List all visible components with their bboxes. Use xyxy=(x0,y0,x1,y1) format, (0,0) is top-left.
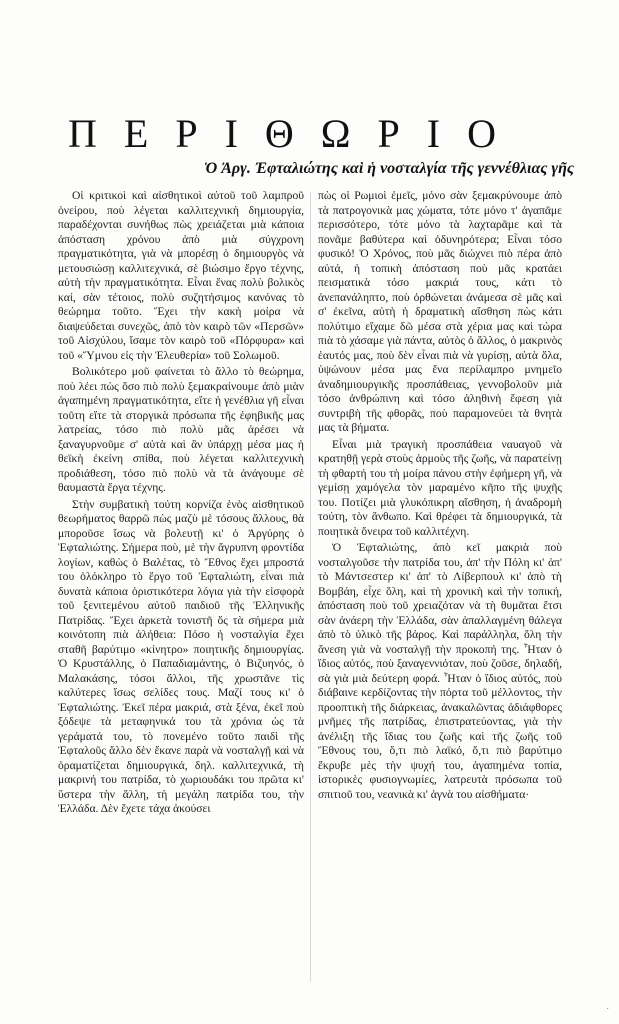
paragraph: Στὴν συμβατικὴ τούτη κορνίζα ἑνὸς αἰσθητικοῦ θεωρήματος θαρρῶ πὼς μαζὺ μὲ τόσους ἄλλους, θὰ μποροῦσε ἴσως νὰ βολευτῇ κι' ὁ Ἀργύρης ὁ Ἐφταλιώτης. Σήμερα ποὺ, μὲ τὴν ἄγρυπνη φροντίδα λογίων, καθὼς ὁ Βαλέτας, τὸ Ἔθνος ἔχει μπροστά του ὁλόκληρο τὸ ἔργο τοῦ Ἐφταλιώτη, εἶναι πιὰ δυνατὰ κάποια ὁριστικότερα λόγια γιὰ τὴν εἰσφορὰ τοῦ ξενιτεμένου αὐτοῦ παιδιοῦ τῆς Ἑλληνικῆς Πατρίδας. Ἔχει ἀρκετὰ τονιστῆ ὅς τὰ σήμερα μιὰ κοινότοπη πιὰ ἀλήθεια: Πόσο ἡ νοσταλγία ἔχει σταθῆ βαρύτιμο «κίνητρο» ποιητικῆς δημιουργίας. Ὁ Κρυστάλλης, ὁ Παπαδιαμάντης, ὁ Βιζυηνός, ὁ Μαλακάσης, τόσοι ἄλλοι, τῆς χρωστᾶνε τὶς καλύτερες ἴσως σελίδες τους. Μαζί τους κι' ὁ Ἐφταλιώτης. Ἐκεῖ πέρα μακριά, στὰ ξένα, ἐκεῖ ποὺ ξόδεψε τὰ μεταφηνικά του τὰ χρόνια ὡς τὰ γεράματά του, τὸ πονεμένο τοῦτο παιδὶ τῆς Ἐφταλοῦς ἄλλο δὲν ἔκανε παρὰ νὰ νοσταλγῇ καὶ νὰ ὀραματίζεται δημιουργικά, δηλ. καλλιτεχνικά, τὴ μακρινή του πατρίδα, τὸ χωριουδάκι του πρῶτα κι' ὕστερα τὴν ἄλλη, τὴ μεγάλη πατρίδα του, τὴν Ἑλλάδα. Δὲν ἔχετε τάχα ἀκούσει xyxy=(58,497,304,815)
paragraph: πὼς οἱ Ρωμιοὶ ἐμεῖς, μόνο σὰν ξεμακρύνουμε ἀπὸ τὰ πατρογονικὰ μας χώματα, τότε μόνο τ' ἀγαπᾶμε περισσότερο, τότε μόνο τὰ λαχταρᾶμε καὶ τὰ πονᾶμε βαθύτερα καὶ ὀδυνηρότερα; Εἶναι τόσο φυσικό! Ὁ Χρόνος, ποὺ μᾶς διώχνει πιὸ πέρα ἀπὸ αὐτά, ἡ τοπικὴ ἀπόσταση ποὺ μᾶς κρατάει πεισματικὰ τόσο μακριά τους, κάτι τὸ ἀνεπανάληπτο, ποὺ ὀρθώνεται ἀνάμεσα σὲ μᾶς καὶ σ' ἐκεῖνα, αὐτὴ ἡ δραματικὴ αἴσθηση πὼς κάτι πολύτιμο εἴχαμε δῶ μέσα στὰ χέρια μας καὶ τώρα πιὰ τὸ χάσαμε γιὰ πάντα, αὐτὸς ὁ ἄλλος, ὁ μακρινὸς ἑαυτός μας, ποὺ δὲν εἶναι πιὰ νὰ γυρίσῃ, αὐτὰ ὅλα, ὑψώνουν μέσα μας ἕνα περίλαμπρο μνημεῖο ἀναδημιουργικῆς προσπάθειας, γεννοβολοῦν μιὰ τόσο ἀνθρώπινη καὶ τόσο ἀληθινὴ ἔφεση γιὰ συντριβὴ τῆς φθορᾶς, ποὺ παραμονεύει τὰ θνητὰ μας τὰ βήματα. xyxy=(318,189,562,434)
article-title: Ὁ Ἀργ. Ἐφταλιώτης καὶ ἡ νοσταλγία τῆς γεννέθλιας γῆς xyxy=(204,160,574,177)
paragraph: Οἱ κριτικοὶ καὶ αἰσθητικοὶ αὐτοῦ τοῦ λαμπροῦ ὀνείρου, ποὺ λέγεται καλλιτεχνικὴ δημιουργία, παραδέχονται συνήθως πὼς χρειάζεται μιὰ κάποια ἀπόσταση χρόνου ἀπὸ μιὰ σύγχρονη πραγματικότητα, γιὰ νὰ μπορέσῃ ὁ δημιουργὸς νὰ μετουσιώσῃ καλλιτεχνικά, σὲ βιώσιμο ἔργο τέχνης, αὐτὴ τὴν πραγματικότητα. Εἶναι ἕνας πολὺ βολικὸς καί, σὰν τέτοιος, πολὺ συζητήσιμος κανόνας τὸ θεώρημα τοῦτο. Ἔχει τὴν κακὴ μοίρα νὰ διαψεύδεται συνεχῶς, ἀπὸ τὸν καιρὸ τῶν «Περσῶν» τοῦ Αἰσχύλου, ἴσαμε τὸν καιρὸ τοῦ «Πόρφυρα» καὶ τοῦ «Ὕμνου εἰς τὴν Ἐλευθερία» τοῦ Σολωμοῦ. xyxy=(58,189,304,362)
paragraph: Βολικότερο μοῦ φαίνεται τὸ ἄλλο τὸ θεώρημα, ποὺ λέει πὼς ὅσο πιὸ πολὺ ξεμακραίνουμε ἀπὸ μιὰν ἀγαπημένη πραγματικότητα, εἴτε ἡ γενέθλια γῆ εἶναι τοῦτη εἴτε τὰ στοργικὰ πρόσωπα τῆς ἐφηβικῆς μας λατρείας, τόσο πιὸ πολὺ μᾶς ἀρέσει νὰ ξαναγυρνοῦμε σ' αὐτὰ καὶ ἂν ὑπάρχῃ μέσα μας ἡ θεϊκὴ ἐκείνη σπίθα, ποὺ λέγεται καλλιτεχνικὴ προδιάθεση, τόσο πιὸ πολὺ νὰ τὰ ἀνάγουμε σὲ θαυμαστὰ ἔργα τέχνης. xyxy=(58,365,304,494)
column-divider xyxy=(310,192,311,982)
section-rubric: ΠΕΡΙΘΩΡΙΟ xyxy=(68,111,523,156)
paragraph: Εἶναι μιὰ τραγικὴ προσπάθεια ναυαγοῦ νὰ κρατηθῇ γερὰ στοὺς ἁρμοὺς τῆς ζωῆς, νὰ παρατείνῃ τὴ φθαρτή του τὴ μοίρα πάνου στὴν ἐφήμερη γῆ, νὰ γεμίσῃ χαμόγελα τὸν μαραμένο κῆπο τῆς ψυχῆς του. Ποτίζει μιὰ γλυκόπικρη αἴσθηση, ἡ ἀναδρομὴ τούτη, τὸν ἄνθωπο. Καὶ θρέφει τὰ δημιουργικά, τὰ ποιητικὰ ὄνειρα τοῦ καλλιτέχνη. xyxy=(318,437,562,538)
right-column xyxy=(318,189,562,804)
paragraph: Ὁ Ἐφταλιώτης, ἀπὸ κεῖ μακριὰ ποὺ νοσταλγοῦσε τὴν πατρίδα του, ἀπ' τὴν Πόλη κι' ἀπ' τὸ Μάντσεστερ κι' ἀπ' τὸ Λίβερπουλ κι' ἀπὸ τὴ Βομβάη, εἶχε ὅλη, καὶ τὴ χρονικὴ καὶ τὴν τοπική, ἀπόσταση ποὺ τοῦ χρειαζόταν νὰ τὴ θυμᾶται ἔτσι σὰν ἀνάερη τὴν Ἑλλάδα, σὰν ἀπαλλαγμένη θάλεγα ἀπὸ τὸ ὑλικὸ τῆς βάρος. Καὶ παράλληλα, ὅλη τὴν ἄνεση γιὰ νὰ νοσταλγῇ τὴν προκοπή της. Ἦταν ὁ ἴδιος αὐτός, ποὺ ξαναγεννιόταν, ποὺ ζοῦσε, δηλαδή, σὰ γιὰ μιὰ δεύτερη φορά. Ἦταν ὁ ἴδιος αὐτός, ποὺ διάβαινε κερδίζοντας τὴν πόρτα τοῦ μέλλοντος, τὴν προοπτικὴ τῆς διάρκειας, ἀνακαλῶντας ἀδιάφθορες μνῆμες τῆς πατρίδας, ἐπιστρατεύοντας, γιὰ τὴν ἀνέλιξη τῆς ἴδιας του ζωῆς καὶ τῆς ζωῆς τοῦ Ἔθνους του, ὅ,τι πιὸ λαϊκό, ὅ,τι πιὸ βαρύτιμο ἔκρυβε μὲς τὴν ψυχή του, ἀγαπημένα τοπία, ἱστορικὲς φυσιογνωμίες, λατρευτὰ πρόσωπα τοῦ σπιτιοῦ του, νεανικὰ κι' ἀγνὰ του αἰσθήματα· xyxy=(318,541,562,801)
left-column xyxy=(58,189,304,819)
page-corner-mark: · xyxy=(606,1004,610,1015)
